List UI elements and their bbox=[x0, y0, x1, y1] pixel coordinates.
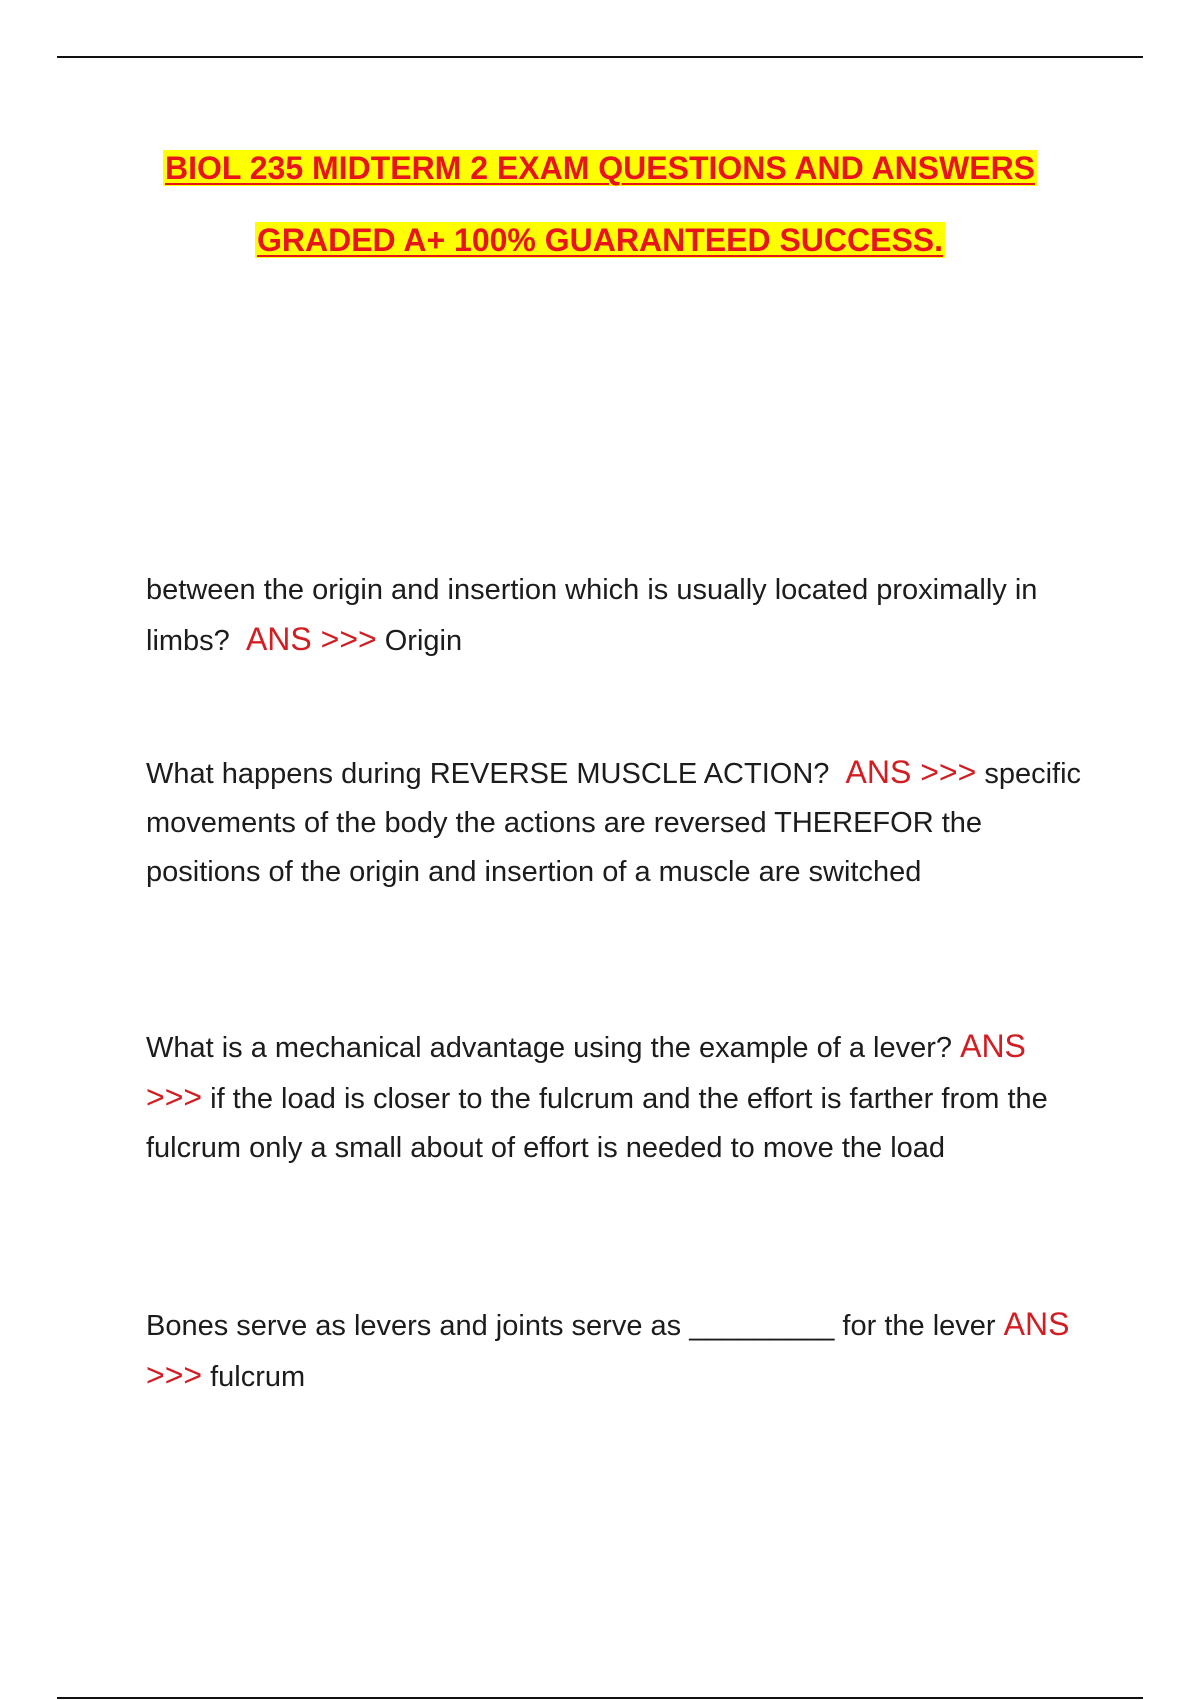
qa-item-4 bbox=[146, 1300, 1086, 1402]
ans-marker: ANS >>> bbox=[845, 754, 977, 790]
question-text: between the origin and insertion which is usually located proximally in limbs? bbox=[146, 574, 1038, 657]
ans-marker: ANS >>> bbox=[146, 1306, 1070, 1393]
question-text: What happens during REVERSE MUSCLE ACTION? bbox=[146, 758, 830, 790]
document-title bbox=[0, 148, 1200, 260]
answer-text: Origin bbox=[384, 625, 463, 657]
qa-item-3 bbox=[146, 1022, 1086, 1173]
bottom-rule bbox=[57, 1697, 1143, 1699]
answer-text: specific movements of the body the actions are reversed THEREFOR the positions of the origin and insertion of a muscle are switched bbox=[146, 758, 1082, 888]
ans-marker: ANS >>> bbox=[146, 1028, 1026, 1115]
question-text: Bones serve as levers and joints serve as _________ for the lever bbox=[146, 1310, 996, 1342]
top-rule bbox=[57, 56, 1143, 58]
title-line-2: GRADED A+ 100% GUARANTEED SUCCESS. bbox=[256, 222, 944, 258]
title-line-1: BIOL 235 MIDTERM 2 EXAM QUESTIONS AND ANSWERS bbox=[164, 150, 1036, 186]
answer-text: fulcrum bbox=[210, 1361, 306, 1393]
answer-text: if the load is closer to the fulcrum and the effort is farther from the fulcrum only a small about of effort is needed to move the load bbox=[146, 1083, 1048, 1164]
question-text: What is a mechanical advantage using the example of a lever? bbox=[146, 1032, 953, 1064]
qa-item-1 bbox=[146, 566, 1086, 666]
qa-item-2 bbox=[146, 748, 1086, 897]
ans-marker: ANS >>> bbox=[245, 621, 377, 657]
